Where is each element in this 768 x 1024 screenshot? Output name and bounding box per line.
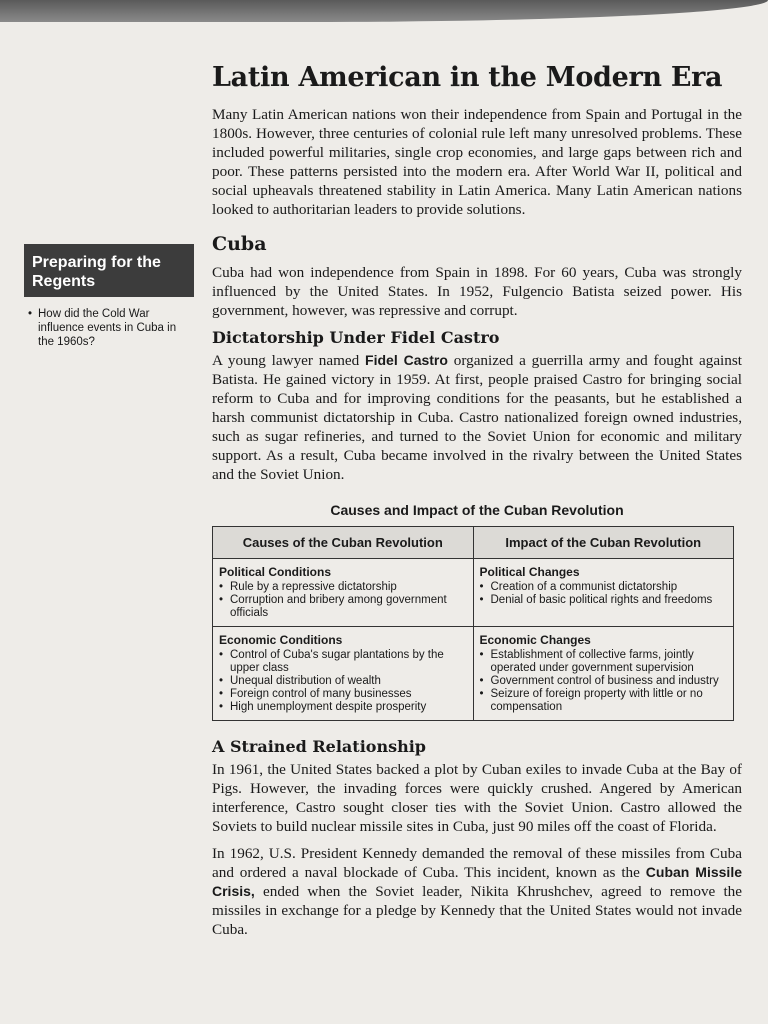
table-cell — [213, 559, 474, 627]
section-heading-cuba: Cuba — [212, 233, 267, 255]
subheading-castro: Dictatorship Under Fidel Castro — [212, 328, 500, 347]
missile-crisis-term: Cuban Missile Crisis, — [212, 864, 742, 899]
castro-paragraph — [212, 351, 742, 484]
list-item: • Corruption and bribery among government officials — [219, 594, 467, 620]
list-item: • Denial of basic political rights and freedoms — [480, 594, 728, 607]
cell-list — [480, 649, 728, 714]
sidebar-questions — [24, 307, 194, 349]
page-title: Latin American in the Modern Era — [212, 62, 723, 93]
list-item: • Control of Cuba's sugar plantations by the upper class — [219, 649, 467, 675]
strained-text-rest: ended when the Soviet leader, Nikita Khrushchev, agreed to remove the missiles in exchange for a pledge by Kennedy that the United States would not invade Cuba. — [212, 883, 742, 938]
cell-list — [480, 581, 728, 607]
table-header-impact: Impact of the Cuban Revolution — [473, 527, 734, 559]
castro-name: Fidel Castro — [365, 352, 448, 368]
main-content — [212, 62, 742, 947]
table-row — [213, 627, 734, 721]
cell-list — [219, 581, 467, 620]
cell-heading: Political Conditions — [219, 565, 332, 579]
strained-paragraph-1: In 1961, the United States backed a plot by Cuban exiles to invade Cuba at the Bay of Pigs. However, the invading forces were quickly crushed. Angered by American interference, Castro sought closer ties with the Soviet Union. Castro allowed the Soviets to build nuclear missile sites in Cuba, just 90 miles off the coast of Florida. — [212, 761, 742, 835]
list-item: • Seizure of foreign property with little or no compensation — [480, 688, 728, 714]
strained-section — [212, 737, 742, 939]
table-cell — [473, 627, 734, 721]
sidebar-regents — [24, 244, 194, 349]
table-row — [213, 559, 734, 627]
subheading-strained: A Strained Relationship — [212, 737, 426, 756]
strained-text-start: In 1962, U.S. President Kennedy demanded the removal of these missiles from Cuba and ordered a naval blockade of Cuba. This incident, known as the — [212, 845, 742, 881]
table-cell — [473, 559, 734, 627]
intro-paragraph: Many Latin American nations won their independence from Spain and Portugal in the 1800s. However, three centuries of colonial rule left many unresolved problems. These included powerful militaries, single crop economies, and large gaps between rich and poor. These patterns persisted into the modern era. After World War II, political and social upheavals threatened stability in Latin America. Many Latin American nations looked to authoritarian leaders to provide solutions. — [212, 106, 742, 218]
table-title: Causes and Impact of the Cuban Revolution — [330, 502, 624, 518]
cell-heading: Economic Changes — [479, 633, 591, 647]
table-header-row — [213, 527, 734, 559]
list-item: • Unequal distribution of wealth — [219, 675, 467, 688]
cuban-revolution-table — [212, 526, 734, 721]
cell-heading: Economic Conditions — [219, 633, 343, 647]
cell-list — [219, 649, 467, 714]
cell-heading: Political Changes — [479, 565, 580, 579]
table-header-causes: Causes of the Cuban Revolution — [213, 527, 474, 559]
list-item: • Foreign control of many businesses — [219, 688, 467, 701]
table-cell — [213, 627, 474, 721]
list-item: • Rule by a repressive dictatorship — [219, 581, 467, 594]
list-item: • High unemployment despite prosperity — [219, 701, 467, 714]
list-item: • Government control of business and industry — [480, 675, 728, 688]
list-item: • Creation of a communist dictatorship — [480, 581, 728, 594]
sidebar-heading: Preparing for the Regents — [24, 244, 194, 297]
strained-paragraph-2 — [212, 844, 742, 939]
list-item: • Establishment of collective farms, jointly operated under government supervision — [480, 649, 728, 675]
cuba-paragraph: Cuba had won independence from Spain in 1898. For 60 years, Cuba was strongly influenced by the United States. In 1952, Fulgencio Batista seized power. His government, however, was repressive and corrupt. — [212, 264, 742, 319]
sidebar-question: • How did the Cold War influence events in Cuba in the 1960s? — [24, 307, 178, 349]
castro-text-rest: organized a guerrilla army and fought against Batista. He gained victory in 1959. At first, people praised Castro for bringing social reform to Cuba and for improving conditions for the peasants, but he established a harsh communist dictatorship in Cuba. Castro nationalized foreign owned industries, such as sugar refineries, and turned to the Soviet Union for economic and military support. As a result, Cuba became involved in the rivalry between the United States and the Soviet Union. — [212, 352, 743, 483]
castro-text-start: A young lawyer named — [212, 352, 366, 369]
page-edge-shadow — [0, 0, 768, 22]
